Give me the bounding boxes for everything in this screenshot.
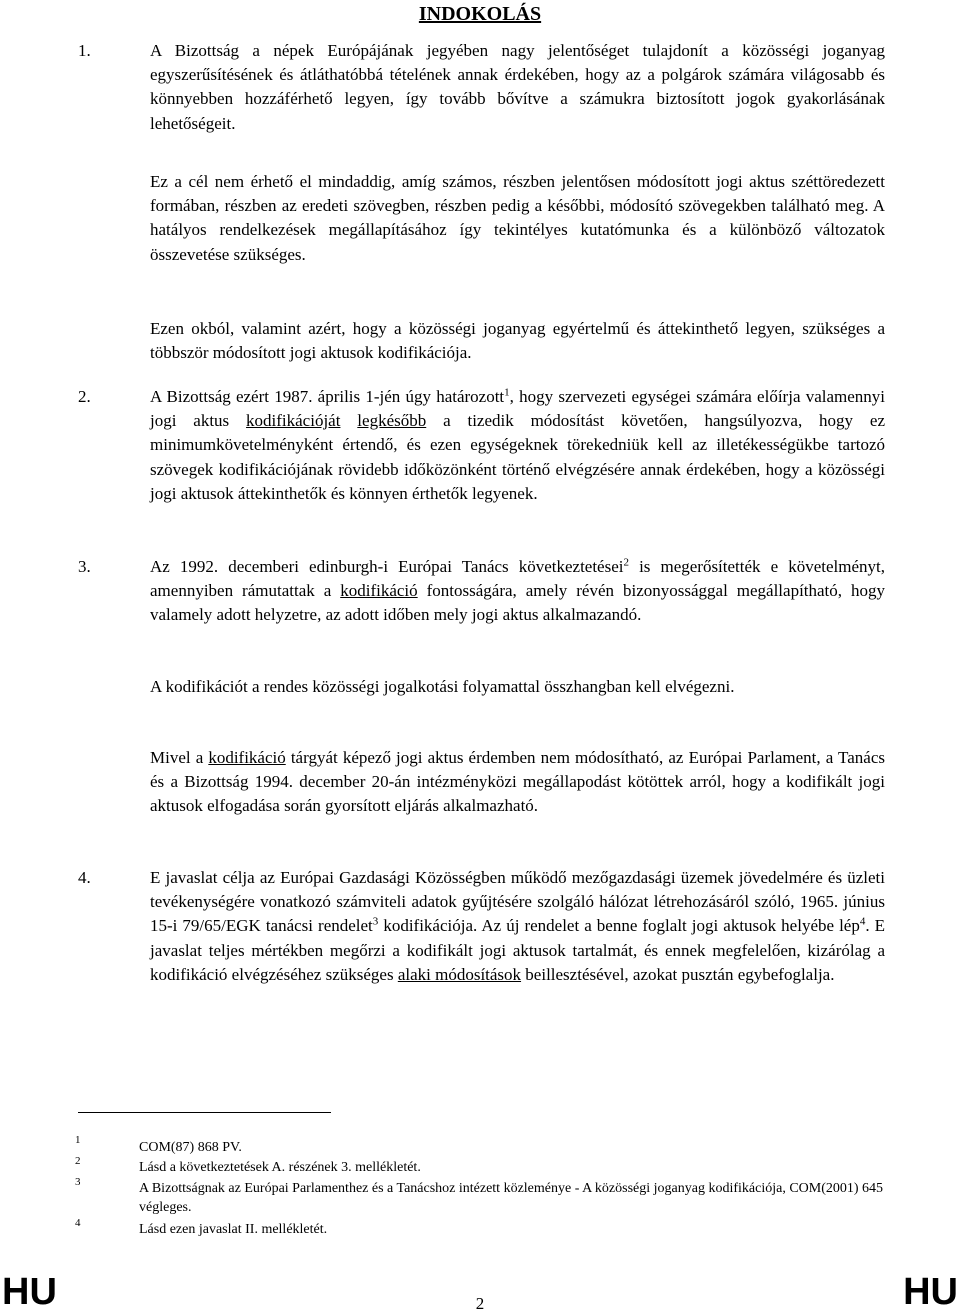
section-number-2: 2. xyxy=(78,387,91,406)
underlined-term-legkesobb: legkésőbb xyxy=(357,411,427,431)
footnote-text-3: A Bizottságnak az Európai Parlamenthez és a Tanácshoz intézett közleménye - A közösségi joganyag kodifikációja, COM(2001) 645 végleges. xyxy=(139,1181,884,1215)
footnote-number-1: 1 xyxy=(75,1134,81,1146)
section-3-paragraph-2: A kodifikációt a rendes közösségi jogalkotási folyamattal összhangban kell elvégezni. xyxy=(150,677,735,696)
section-number-4: 4. xyxy=(78,868,91,887)
page-number: 2 xyxy=(475,1294,485,1313)
underlined-term-kodifikaciojat: kodifikációját xyxy=(246,411,341,431)
footnote-number-2: 2 xyxy=(75,1155,81,1167)
section-1-paragraph-2: Ez a cél nem érhető el mindaddig, amíg számos, részben jelentősen módosított jogi aktus széttöredezett formában, részben az eredeti szövegben, részben pedig a későbbi, módosító szövegekben található meg. A hatályos rendelkezések megállapításához így tekintélyes kutatómunka és a különböző változatok összevetése szükséges. xyxy=(150,172,885,264)
document-title: INDOKOLÁS xyxy=(418,3,542,25)
section-3-paragraph-1: Az 1992. decemberi edinburgh-i Európai Tanács következtetései$^2$ is megerősítették e követelményt, amennyiben rámutattak a kodifikáció fontosságára, amely révén bizonyossággal megállapítható, hogy valamely adott helyzetre, az adott időben mely jogi aktus alkalmazandó. xyxy=(150,556,885,625)
footnote-text-2: Lásd a következtetések A. részének 3. mellékletét. xyxy=(139,1160,421,1175)
underlined-term-alaki-modositasok: alaki módosítások xyxy=(397,964,522,984)
section-3-paragraph-3: Mivel a kodifikáció tárgyát képező jogi aktus érdemben nem módosítható, az Európai Parlament, a Tanács és a Bizottság 1994. december 20-án intézményközi megállapodást kötöttek arról, hogy a kodifikált jogi aktusok elfogadása során gyorsított eljárás alkalmazható. xyxy=(150,748,885,816)
footnote-ref-2: 2 xyxy=(623,556,629,569)
footnote-ref-3: 3 xyxy=(372,915,379,928)
section-2-paragraph: A Bizottság ezért 1987. április 1-jén úgy határozott$^1$, hogy szervezeti egységei számára előírja valamennyi jogi aktus kodifikációját legkésőbb a tizedik módosítást követően, hangsúlyozva, hogy ez minimumkövetelményként értendő, és ezen egységeknek törekedniük kell az illetékességükbe tartozó szövegek kodifikációjának rövidebb időközönként történő elvégzésére annak érdekében, hogy a közösségi jogi aktusok áttekinthetők és könnyen érthetők legyenek. xyxy=(150,386,885,503)
footnote-number-3: 3 xyxy=(75,1176,81,1188)
section-1-paragraph-1: A Bizottság a népek Európájának jegyében nagy jelentőséget tulajdonít a közösségi joganyag egyszerűsítésének és átláthatóbbá tételének annak érdekében, hogy az a polgárok számára világosabb és könnyebben hozzáférhető legyen, így tovább bővítve a számukra biztosított jogok gyakorlásának lehetőségeit. xyxy=(150,41,885,133)
footer-language-right: HU xyxy=(903,1271,958,1313)
section-4-paragraph: E javaslat célja az Európai Gazdasági Közösségben működő mezőgazdasági üzemek jövedelmére és üzleti tevékenységére vonatkozó számviteli adatok gyűjtésére szolgáló hálózat létrehozásáról szóló, 1965. június 15-i 79/65/EGK tanácsi rendelet$^3$ kodifikációja. Az új rendelet a benne foglalt jogi aktusok helyébe lép$^4$. E javaslat teljes mértékben megőrzi a kodifikált jogi aktusok tartalmát, és ennek megfelelően, kizárólag a kodifikáció elvégzéséhez szükséges alaki módosítások beillesztésével, azokat pusztán egybefoglalja. xyxy=(150,868,886,984)
footnote-ref-4: 4 xyxy=(859,915,866,928)
underlined-term-kodifikacio-2: kodifikáció xyxy=(208,748,286,767)
footer-language-left: HU xyxy=(2,1271,57,1313)
footnote-text-4: Lásd ezen javaslat II. mellékletét. xyxy=(139,1222,328,1237)
footnote-text-1: COM(87) 868 PV. xyxy=(139,1140,242,1155)
footnote-ref-1: 1 xyxy=(504,386,510,399)
section-1-paragraph-3: Ezen okból, valamint azért, hogy a közösségi joganyag egyértelmű és áttekinthető legyen, szükséges a többször módosított jogi aktusok kodifikációja. xyxy=(150,319,885,363)
section-number-3: 3. xyxy=(78,557,91,576)
footnote-separator xyxy=(78,1112,331,1113)
footnote-number-4: 4 xyxy=(75,1217,81,1229)
section-number-1: 1. xyxy=(78,41,91,60)
underlined-term-kodifikacio: kodifikáció xyxy=(340,581,418,601)
